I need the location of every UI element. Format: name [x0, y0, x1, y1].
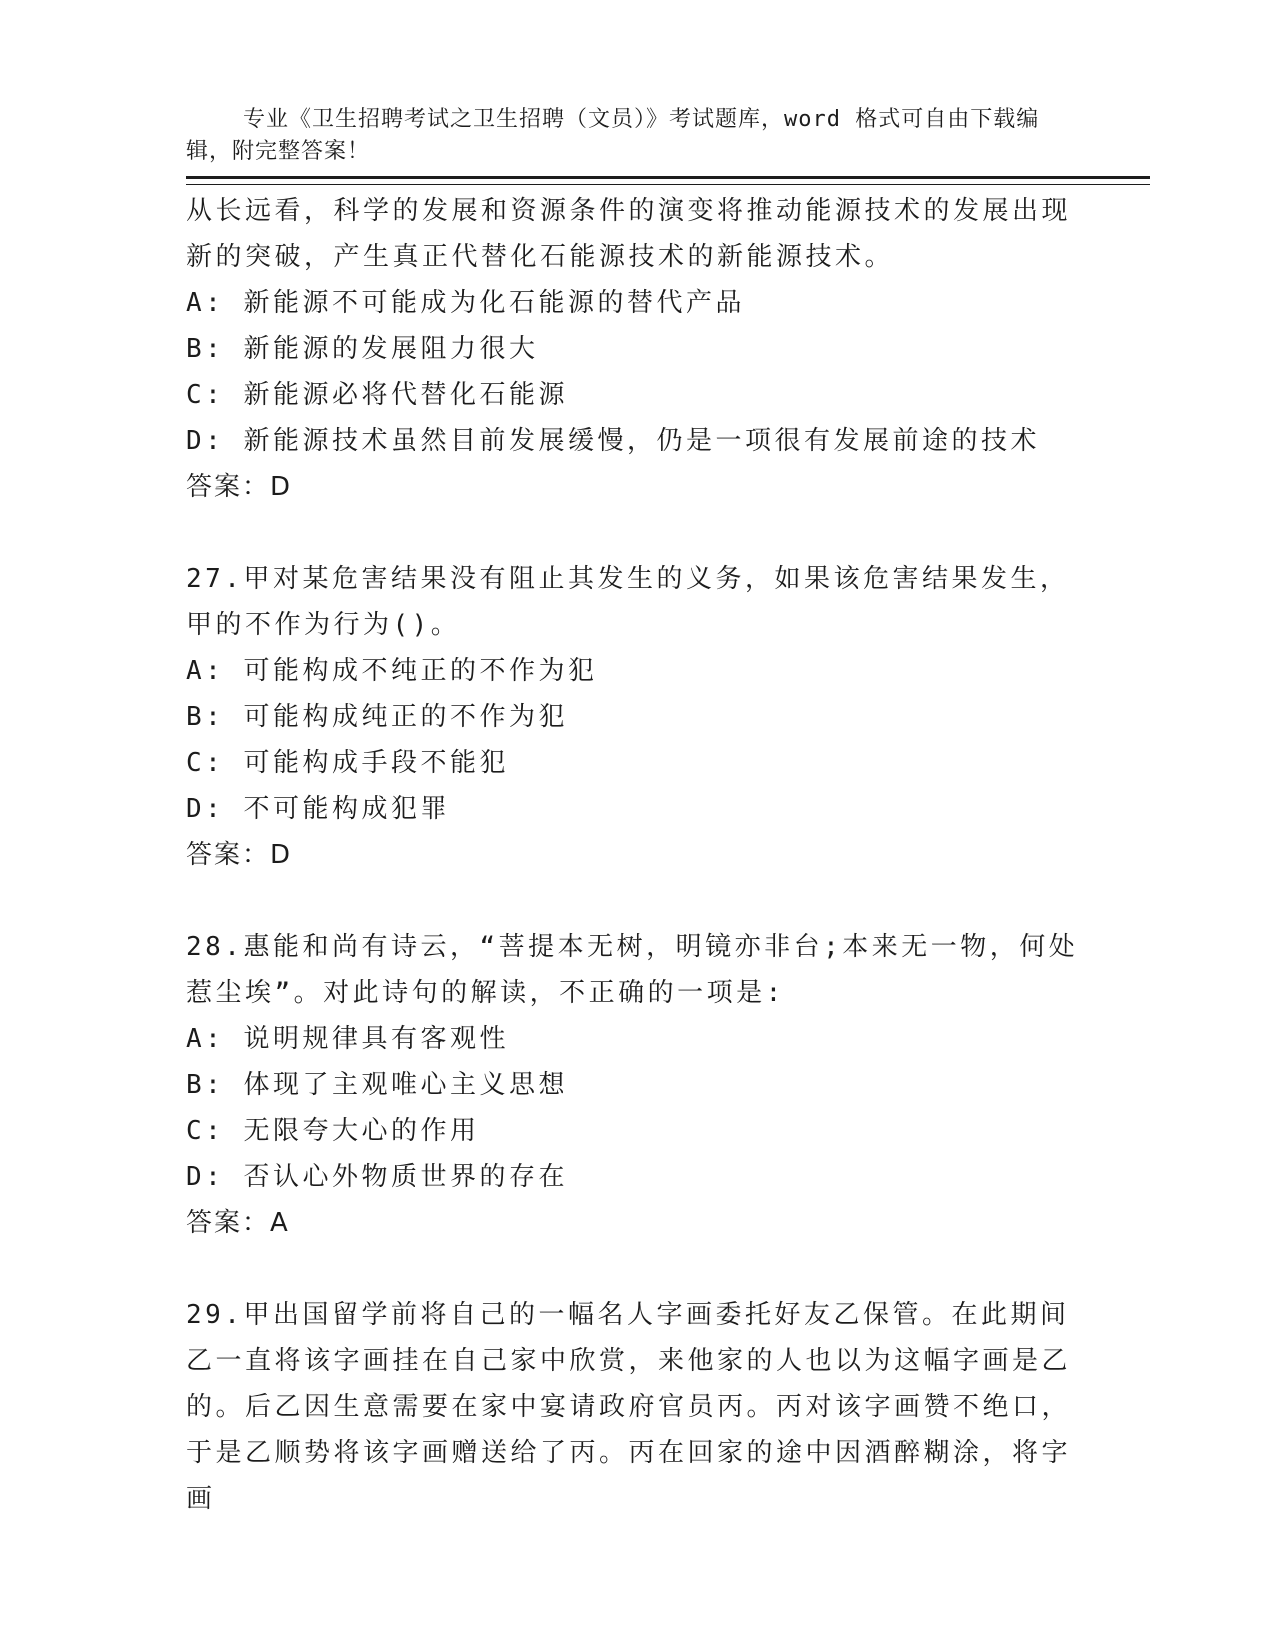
header-divider-thick — [186, 176, 1150, 179]
answer-line: 答案：A — [186, 1208, 290, 1238]
option-b: B: 可能构成纯正的不作为犯 — [186, 702, 568, 732]
option-d: D: 否认心外物质世界的存在 — [186, 1162, 568, 1192]
option-d: D: 新能源技术虽然目前发展缓慢，仍是一项很有发展前途的技术 — [186, 426, 1040, 456]
question-block — [186, 556, 1086, 878]
question-text: 28.惠能和尚有诗云，“菩提本无树，明镜亦非台;本来无一物，何处惹尘埃”。对此诗句的解读，不正确的一项是: — [186, 932, 1079, 1008]
answer-line: 答案：D — [186, 840, 293, 870]
option-c: C: 新能源必将代替化石能源 — [186, 380, 568, 410]
option-c: C: 无限夸大心的作用 — [186, 1116, 480, 1146]
option-d: D: 不可能构成犯罪 — [186, 794, 450, 824]
spacer — [186, 878, 1086, 924]
question-block — [186, 1292, 1086, 1522]
question-block — [186, 924, 1086, 1246]
question-list — [186, 188, 1086, 1522]
question-text: 27.甲对某危害结果没有阻止其发生的义务，如果该危害结果发生，甲的不作为行为()。 — [186, 564, 1070, 640]
question-block — [186, 188, 1086, 510]
document-header — [186, 72, 1066, 200]
option-a: A: 说明规律具有客观性 — [186, 1024, 509, 1054]
header-title: 专业《卫生招聘考试之卫生招聘（文员）》考试题库，word 格式可自由下载编辑，附完整答案！ — [186, 107, 1040, 164]
spacer — [186, 1246, 1086, 1292]
question-text: 从长远看，科学的发展和资源条件的演变将推动能源技术的发展出现新的突破，产生真正代替化石能源技术的新能源技术。 — [186, 196, 1072, 272]
spacer — [186, 510, 1086, 556]
header-divider-thin — [186, 184, 1150, 185]
option-a: A: 新能源不可能成为化石能源的替代产品 — [186, 288, 745, 318]
option-b: B: 新能源的发展阻力很大 — [186, 334, 539, 364]
option-a: A: 可能构成不纯正的不作为犯 — [186, 656, 598, 686]
answer-line: 答案：D — [186, 472, 293, 502]
option-c: C: 可能构成手段不能犯 — [186, 748, 509, 778]
question-text: 29.甲出国留学前将自己的一幅名人字画委托好友乙保管。在此期间乙一直将该字画挂在自己家中欣赏，来他家的人也以为这幅字画是乙的。后乙因生意需要在家中宴请政府官员丙。丙对该字画赞不绝口，于是乙顺势将该字画赠送给了丙。丙在回家的途中因酒醉糊涂，将字画 — [186, 1300, 1072, 1514]
option-b: B: 体现了主观唯心主义思想 — [186, 1070, 568, 1100]
